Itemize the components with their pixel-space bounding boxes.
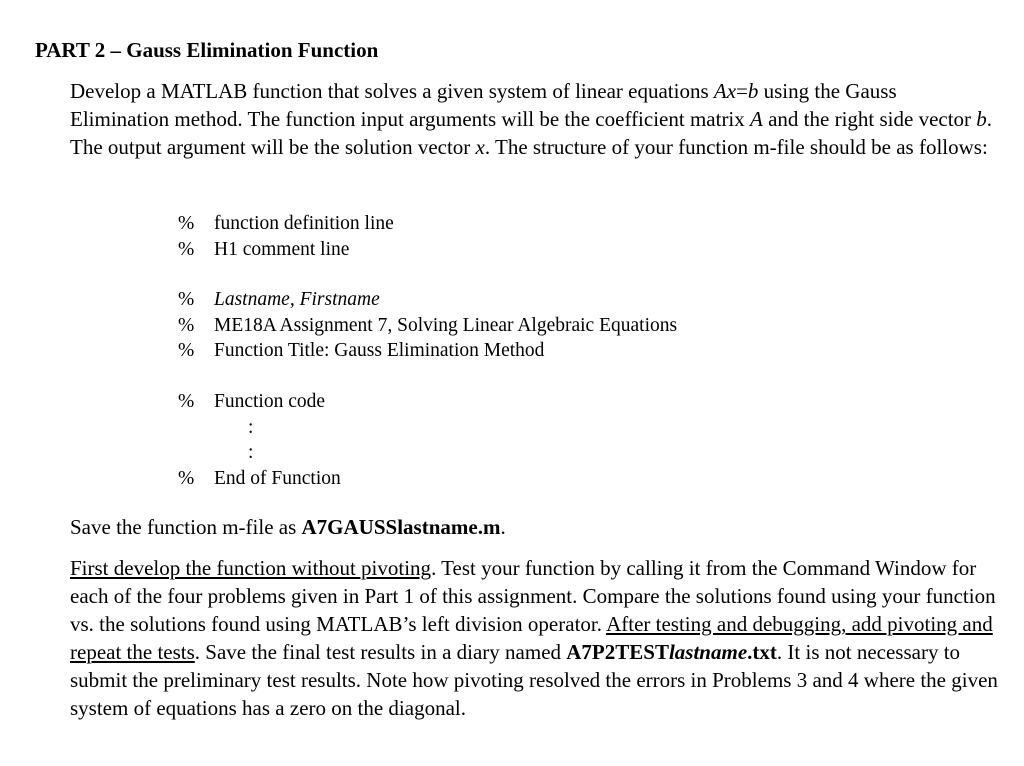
instruction-text-2: . Save the final test results in a diary named: [194, 640, 567, 664]
instruction-text-3: . It is not necessary to submit the preliminary test results. Note how pivoting resolved the errors in Problems 3 and 4 where the given system of equations has a zero on the diagonal.: [70, 640, 998, 720]
comment-symbol: %: [178, 467, 195, 489]
instruction-text-1: . Test your function by calling it from the Command Window for each of the four problems given in Part 1 of this assignment. Compare the solutions found using your function vs. the solutions found using MATLAB’s left division operator.: [70, 556, 996, 636]
intro-text-1: Develop a MATLAB function that solves a given system of linear equations: [70, 79, 714, 103]
code-line: [178, 313, 677, 339]
save-text-1: Save the function m-file as: [70, 515, 302, 539]
comment-symbol: %: [178, 340, 195, 361]
code-line: [178, 466, 341, 492]
comment-symbol: %: [178, 213, 195, 234]
code-block-header: [178, 211, 394, 262]
save-text-2: .: [500, 515, 506, 539]
code-line: [178, 338, 677, 364]
comment-symbol: %: [178, 238, 195, 260]
code-line: [178, 287, 677, 313]
equation-b: b: [747, 79, 759, 103]
diary-name-ext: .txt: [747, 640, 777, 664]
section-title: PART 2 – Gauss Elimination Function: [35, 38, 379, 62]
comment-symbol: %: [178, 314, 195, 336]
instruction-underline-2: After testing and debugging, add pivoting and repeat the tests: [70, 612, 993, 664]
code-line-text: Function Title: Gauss Elimination Method: [214, 340, 545, 361]
code-line-text: Lastname, Firstname: [214, 289, 380, 310]
code-block-body: [178, 389, 341, 491]
code-line-text: H1 comment line: [214, 238, 350, 260]
intro-text-3: and the right side vector: [762, 107, 977, 131]
intro-text-4: . The output argument will be the solution vector: [70, 107, 993, 159]
diary-name-bold: A7P2TEST: [566, 640, 669, 664]
equation-ax: Ax: [713, 79, 737, 103]
code-ellipsis: :: [248, 442, 254, 463]
save-paragraph: [70, 513, 1000, 541]
variable-x: x: [475, 135, 485, 159]
code-line: [178, 389, 341, 415]
instruction-underline-1: First develop the function without pivoting: [70, 556, 432, 580]
code-line-text: ME18A Assignment 7, Solving Linear Algebraic Equations: [214, 314, 678, 336]
code-line-text: Function code: [214, 391, 326, 412]
instructions-paragraph: [70, 554, 1000, 722]
variable-b: b: [976, 107, 987, 131]
intro-text-5: . The structure of your function m-file should be as follows:: [484, 135, 988, 159]
comment-symbol: %: [178, 289, 195, 310]
code-line-text: End of Function: [214, 467, 341, 489]
equation-equals: =: [736, 79, 748, 103]
save-filename: A7GAUSSlastname.m: [301, 515, 501, 539]
code-line: [178, 211, 394, 237]
code-line-text: function definition line: [214, 213, 394, 234]
comment-symbol: %: [178, 391, 195, 412]
diary-name-italic: lastname: [668, 640, 748, 664]
variable-a: A: [750, 107, 763, 131]
code-line: [178, 237, 394, 263]
code-ellipsis: :: [248, 416, 254, 438]
code-block-author: [178, 287, 677, 364]
intro-paragraph: [70, 77, 1000, 161]
intro-text-2: using the Gauss Elimination method. The function input arguments will be the coefficient matrix: [70, 79, 897, 131]
